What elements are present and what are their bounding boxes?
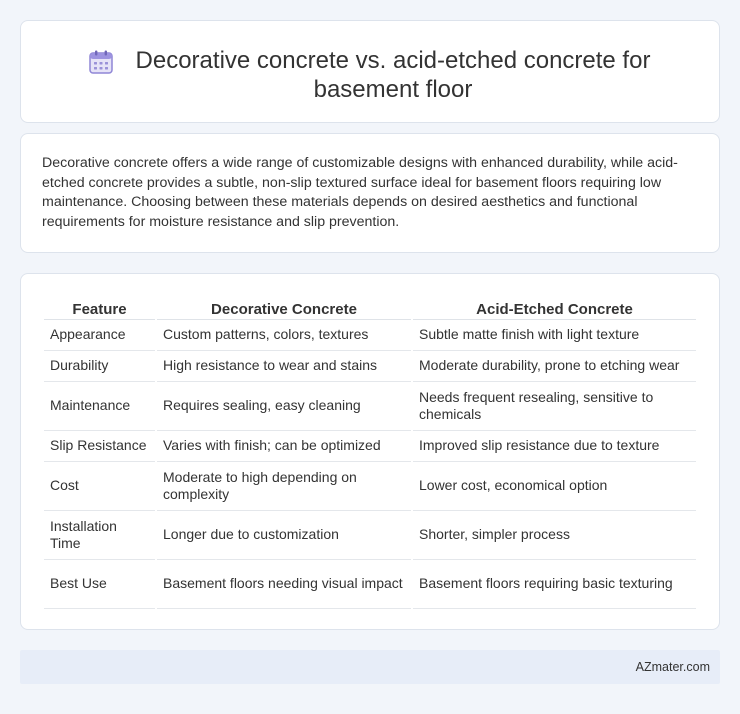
footer-brand: AZmater.com (635, 660, 710, 674)
summary-text: Decorative concrete offers a wide range of customizable designs with enhanced durability, while acid-etched concrete provides a subtle, non-slip textured surface ideal for basement floors requiring low maintenance. Choosing between these materials depends on desired aesthetics and functional requirements for moisture resistance and slip prevention. (42, 155, 678, 230)
row-acid-etched: Needs frequent resealing, sensitive to chemicals (413, 382, 696, 431)
calendar-icon (87, 48, 115, 76)
row-acid-etched: Improved slip resistance due to texture (413, 431, 696, 462)
comparison-table (42, 296, 698, 609)
row-feature: Appearance (44, 320, 155, 351)
page-title: Decorative concrete vs. acid-etched concrete for basement floor (135, 47, 651, 103)
header-decorative: Decorative Concrete (157, 296, 411, 320)
comparison-table-card (20, 273, 720, 630)
table-header-row (44, 296, 696, 320)
row-feature: Maintenance (44, 382, 155, 431)
table-row (44, 511, 696, 560)
row-acid-etched: Subtle matte finish with light texture (413, 320, 696, 351)
row-decorative: Custom patterns, colors, textures (157, 320, 411, 351)
table-row (44, 382, 696, 431)
header-acid-etched: Acid-Etched Concrete (413, 296, 696, 320)
row-acid-etched: Moderate durability, prone to etching wear (413, 351, 696, 382)
row-feature: Slip Resistance (44, 431, 155, 462)
row-feature: Cost (44, 462, 155, 511)
table-row (44, 462, 696, 511)
table-row (44, 560, 696, 609)
row-acid-etched: Basement floors requiring basic texturing (413, 560, 696, 609)
row-decorative: Longer due to customization (157, 511, 411, 560)
row-feature: Durability (44, 351, 155, 382)
table-row (44, 431, 696, 462)
row-acid-etched: Shorter, simpler process (413, 511, 696, 560)
table-row (44, 351, 696, 382)
row-decorative: Moderate to high depending on complexity (157, 462, 411, 511)
table-row (44, 320, 696, 351)
row-decorative: Varies with finish; can be optimized (157, 431, 411, 462)
row-acid-etched: Lower cost, economical option (413, 462, 696, 511)
summary-card (20, 133, 720, 253)
row-feature: Best Use (44, 560, 155, 609)
row-feature: Installation Time (44, 511, 155, 560)
row-decorative: High resistance to wear and stains (157, 351, 411, 382)
title-card (20, 20, 720, 123)
header-feature: Feature (44, 296, 155, 320)
row-decorative: Requires sealing, easy cleaning (157, 382, 411, 431)
footer-bar (20, 650, 720, 684)
row-decorative: Basement floors needing visual impact (157, 560, 411, 609)
